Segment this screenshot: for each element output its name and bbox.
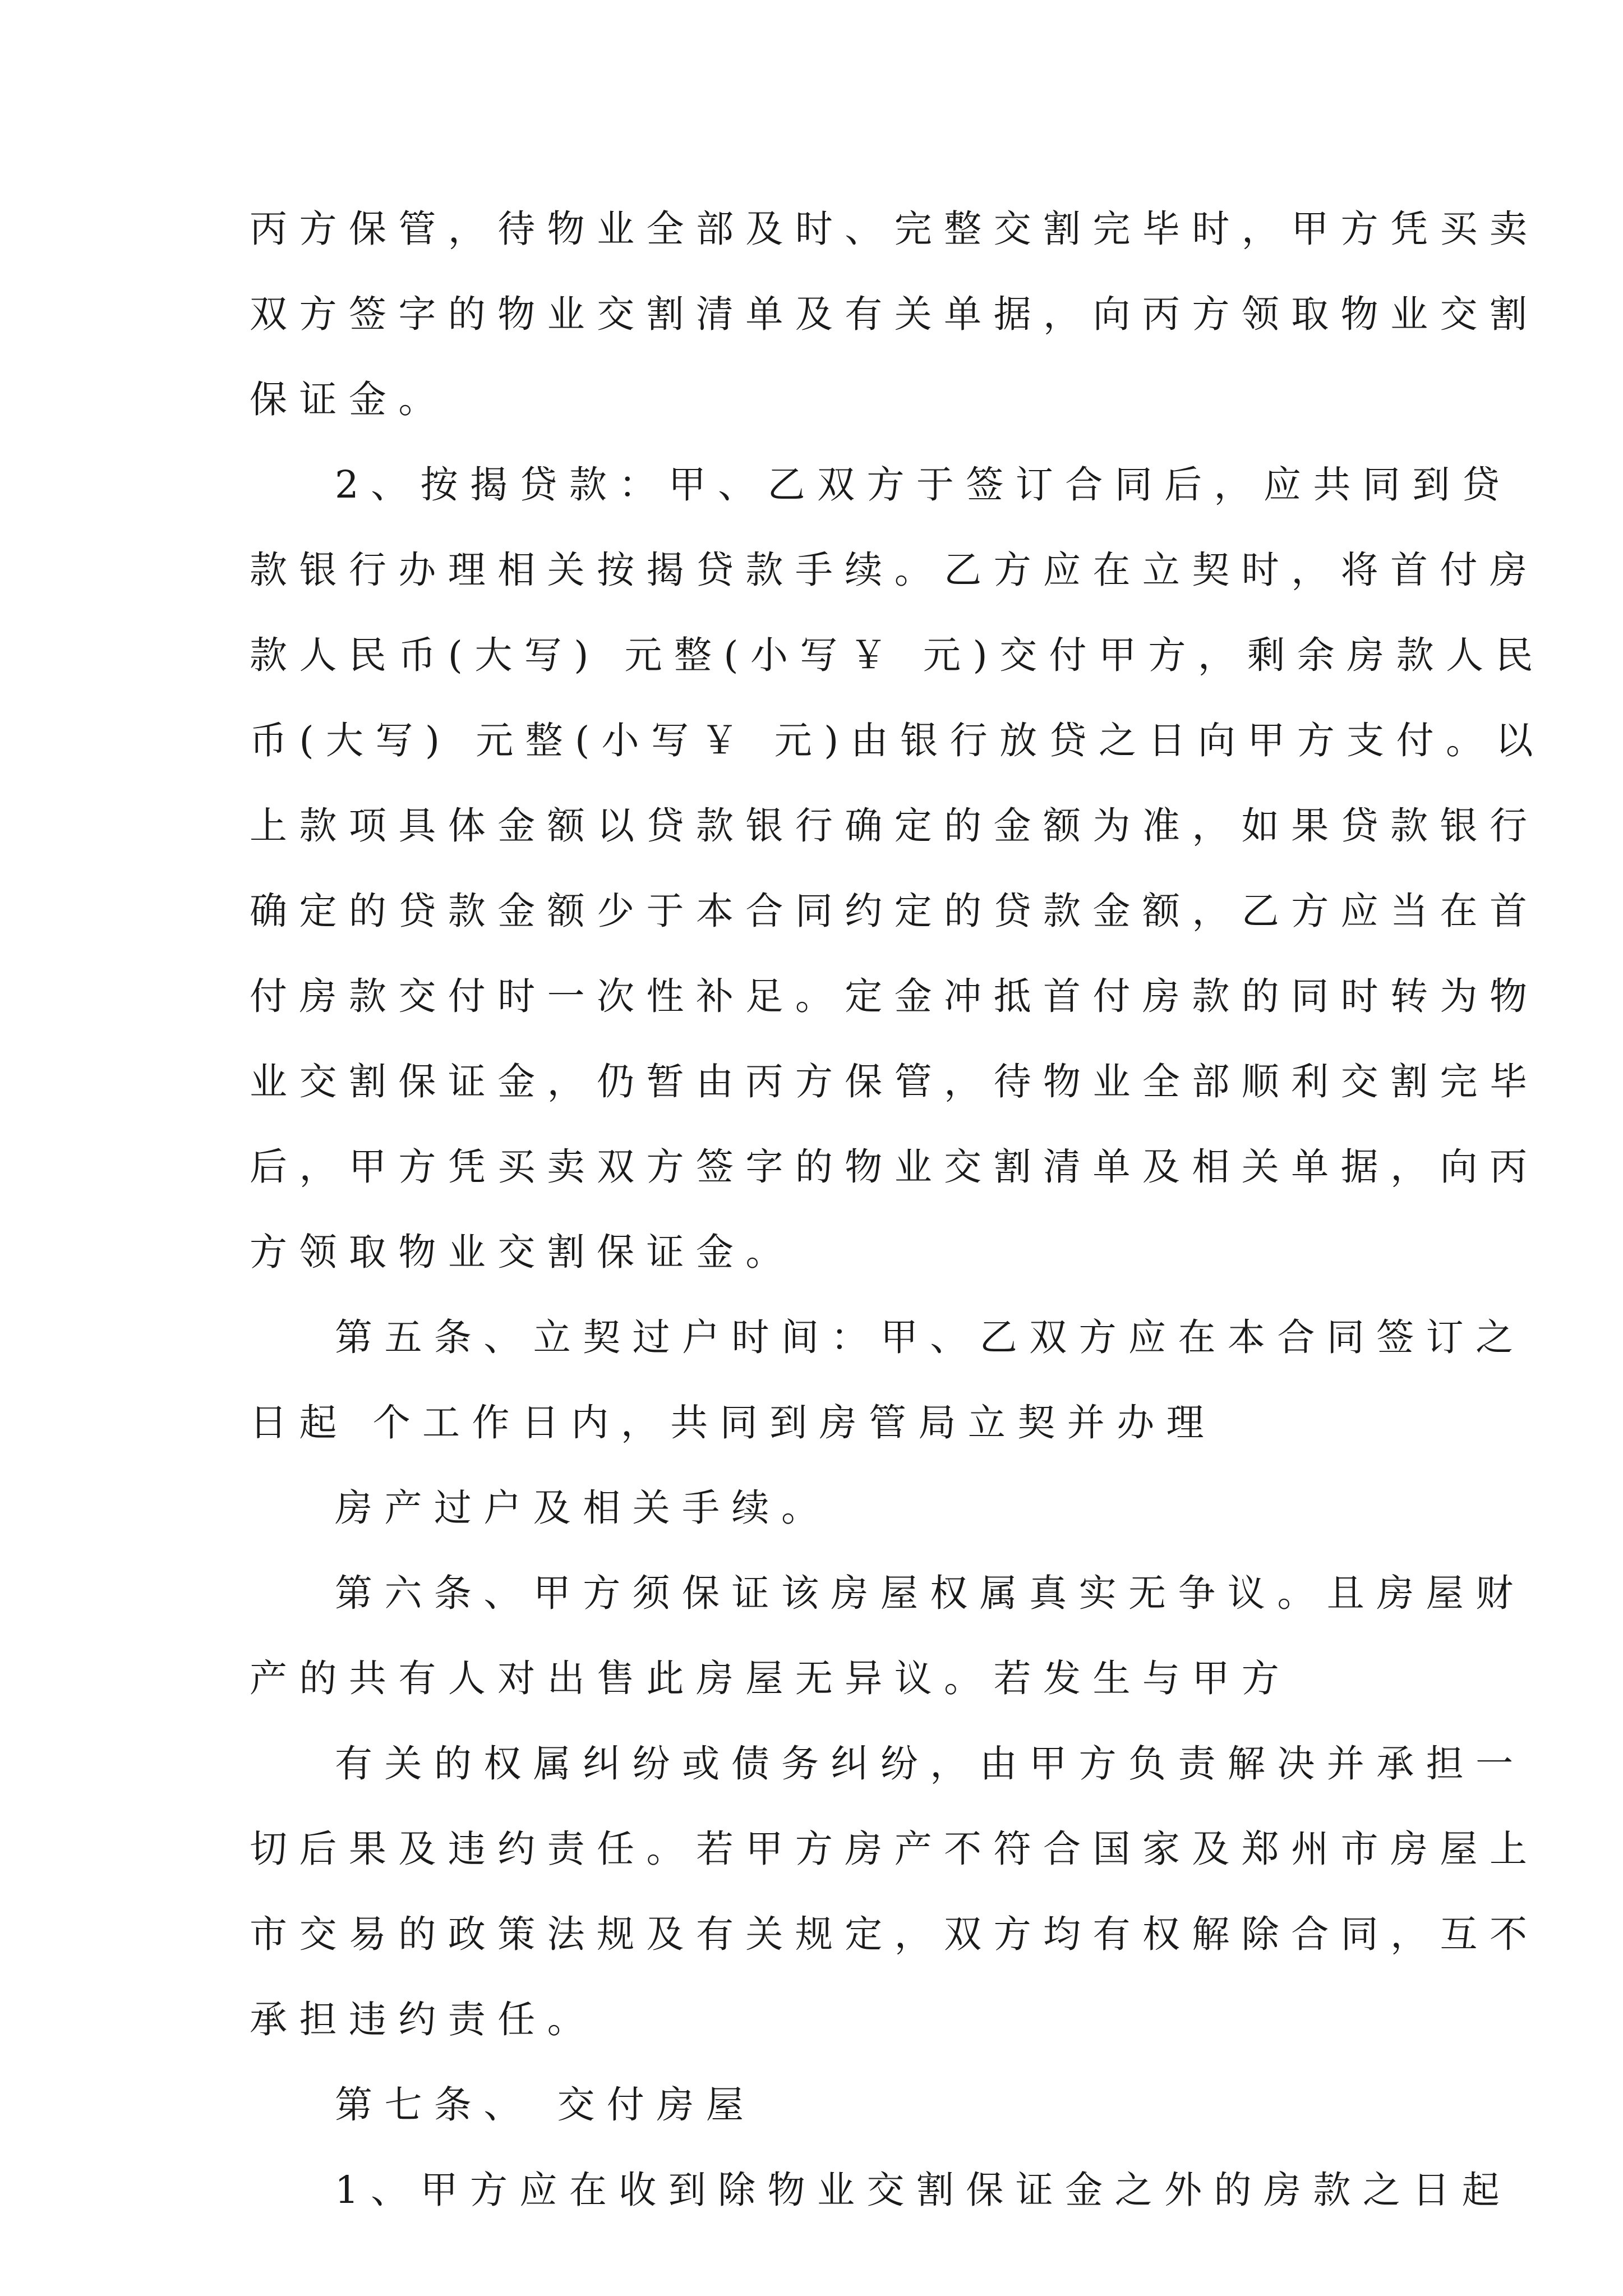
text-line: 承担违约责任。 [250,1998,597,2041]
text-line: 丙方保管，待物业全部及时、完整交割完毕时，甲方凭买卖 [250,207,1539,251]
text-line: 产的共有人对出售此房屋无异议。若发生与甲方 [250,1657,1292,1700]
text-line: 方领取物业交割保证金。 [250,1230,795,1274]
text-line: 付房款交付时一次性补足。定金冲抵首付房款的同时转为物 [250,974,1539,1018]
text-line: 款人民币(大写) 元整(小写￥ 元)交付甲方，剩余房款人民 [250,633,1545,677]
text-line: 2、按揭贷款：甲、乙双方于签订合同后，应共同到贷 [335,463,1512,507]
text-line: 双方签字的物业交割清单及有关单据，向丙方领取物业交割 [250,292,1539,336]
text-line: 房产过户及相关手续。 [335,1486,831,1530]
text-line: 日起 个工作日内，共同到房管局立契并办理 [250,1401,1216,1444]
text-line: 切后果及违约责任。若甲方房产不符合国家及郑州市房屋上 [250,1827,1539,1871]
text-line: 后，甲方凭买卖双方签字的物业交割清单及相关单据，向丙 [250,1145,1539,1189]
text-line: 币(大写) 元整(小写￥ 元)由银行放贷之日向甲方支付。以 [250,719,1545,762]
text-line: 款银行办理相关按揭贷款手续。乙方应在立契时，将首付房 [250,548,1539,592]
text-line: 保证金。 [250,378,448,421]
text-line: 1、甲方应在收到除物业交割保证金之外的房款之日起 [335,2168,1512,2212]
text-line: 有关的权属纠纷或债务纠纷，由甲方负责解决并承担一 [335,1742,1525,1786]
text-line: 确定的贷款金额少于本合同约定的贷款金额，乙方应当在首 [250,889,1539,933]
text-line: 业交割保证金，仍暂由丙方保管，待物业全部顺利交割完毕 [250,1060,1539,1103]
text-line: 第五条、立契过户时间：甲、乙双方应在本合同签订之 [335,1315,1525,1359]
text-line: 上款项具体金额以贷款银行确定的金额为准，如果贷款银行 [250,804,1539,848]
text-line: 第六条、甲方须保证该房屋权属真实无争议。且房屋财 [335,1571,1525,1615]
text-line: 市交易的政策法规及有关规定，双方均有权解除合同，互不 [250,1912,1539,1956]
text-line: 第七条、 交付房屋 [335,2083,756,2127]
